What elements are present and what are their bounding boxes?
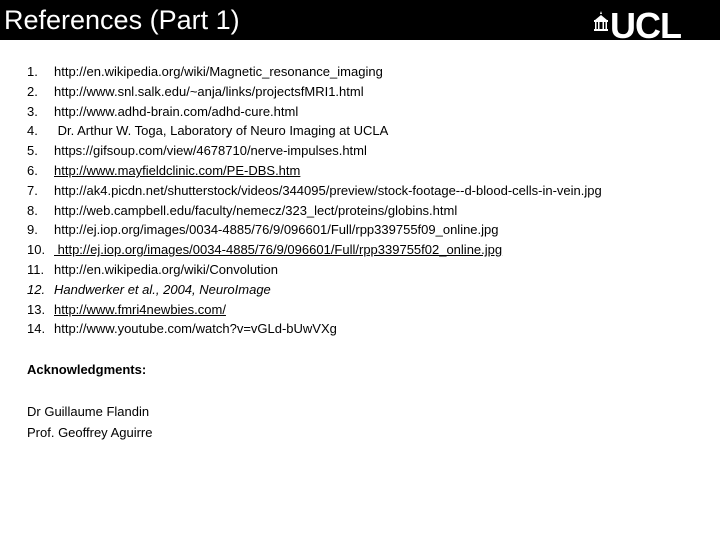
portico-icon <box>594 11 608 31</box>
reference-text: https://gifsoup.com/view/4678710/nerve-impulses.html <box>54 143 367 159</box>
list-item <box>27 82 717 102</box>
reference-number: 4. <box>27 123 38 139</box>
reference-text: http://en.wikipedia.org/wiki/Magnetic_resonance_imaging <box>54 64 383 79</box>
reference-number: 2. <box>27 83 38 99</box>
list-item <box>27 181 717 201</box>
reference-number: 14. <box>27 321 46 337</box>
slide-title: References (Part 1) <box>4 5 240 35</box>
reference-text: http://www.adhd-brain.com/adhd-cure.html <box>54 103 299 119</box>
list-item <box>27 141 717 161</box>
reference-number: 13. <box>27 301 46 317</box>
list-item <box>27 240 717 260</box>
list-item <box>27 300 717 320</box>
reference-text: http://web.campbell.edu/faculty/nemecz/323_lect/proteins/globins.html <box>54 202 458 218</box>
ucl-logo <box>594 5 698 46</box>
reference-link[interactable]: http://www.mayfieldclinic.com/PE-DBS.htm <box>54 162 301 178</box>
acknowledged-person: Dr Guillaume Flandin <box>27 404 150 419</box>
reference-number: 8. <box>27 202 38 218</box>
logo-text: UCL <box>610 5 681 46</box>
reference-number: 12. <box>27 281 46 297</box>
reference-number: 9. <box>27 222 38 238</box>
reference-text: Dr. Arthur W. Toga, Laboratory of Neuro Imaging at UCLA <box>54 123 389 139</box>
list-item <box>27 161 717 181</box>
title-bar <box>0 0 720 46</box>
reference-text: http://ak4.picdn.net/shutterstock/videos/344095/preview/stock-footage--d-blood-cells-in-vein.jpg <box>54 182 602 198</box>
reference-number: 1. <box>27 64 38 79</box>
list-item <box>27 319 717 339</box>
list-item <box>27 102 717 122</box>
acknowledged-person: Prof. Geoffrey Aguirre <box>27 425 153 440</box>
list-item <box>27 201 717 221</box>
list-item <box>27 280 717 300</box>
acknowledgments-heading: Acknowledgments: <box>27 362 147 377</box>
reference-number: 7. <box>27 182 38 198</box>
reference-link[interactable]: http://www.fmri4newbies.com/ <box>54 301 226 317</box>
reference-number: 3. <box>27 103 38 119</box>
reference-text: http://www.snl.salk.edu/~anja/links/projectsfMRI1.html <box>54 83 364 99</box>
reference-number: 5. <box>27 143 38 159</box>
reference-number: 6. <box>27 162 38 178</box>
reference-text: Handwerker et al., 2004, NeuroImage <box>54 281 271 297</box>
list-item <box>27 220 717 240</box>
list-item <box>27 121 717 141</box>
reference-link[interactable]: http://ej.iop.org/images/0034-4885/76/9/096601/Full/rpp339755f02_online.jpg <box>54 242 503 258</box>
reference-text: http://www.youtube.com/watch?v=vGLd-bUwVXg <box>54 321 337 337</box>
list-item <box>27 62 717 82</box>
reference-list <box>27 62 717 339</box>
reference-number: 10. <box>27 242 46 258</box>
reference-text: http://en.wikipedia.org/wiki/Convolution <box>54 261 279 277</box>
reference-text: http://ej.iop.org/images/0034-4885/76/9/096601/Full/rpp339755f09_online.jpg <box>54 222 499 238</box>
reference-number: 11. <box>27 261 45 277</box>
list-item <box>27 260 717 280</box>
